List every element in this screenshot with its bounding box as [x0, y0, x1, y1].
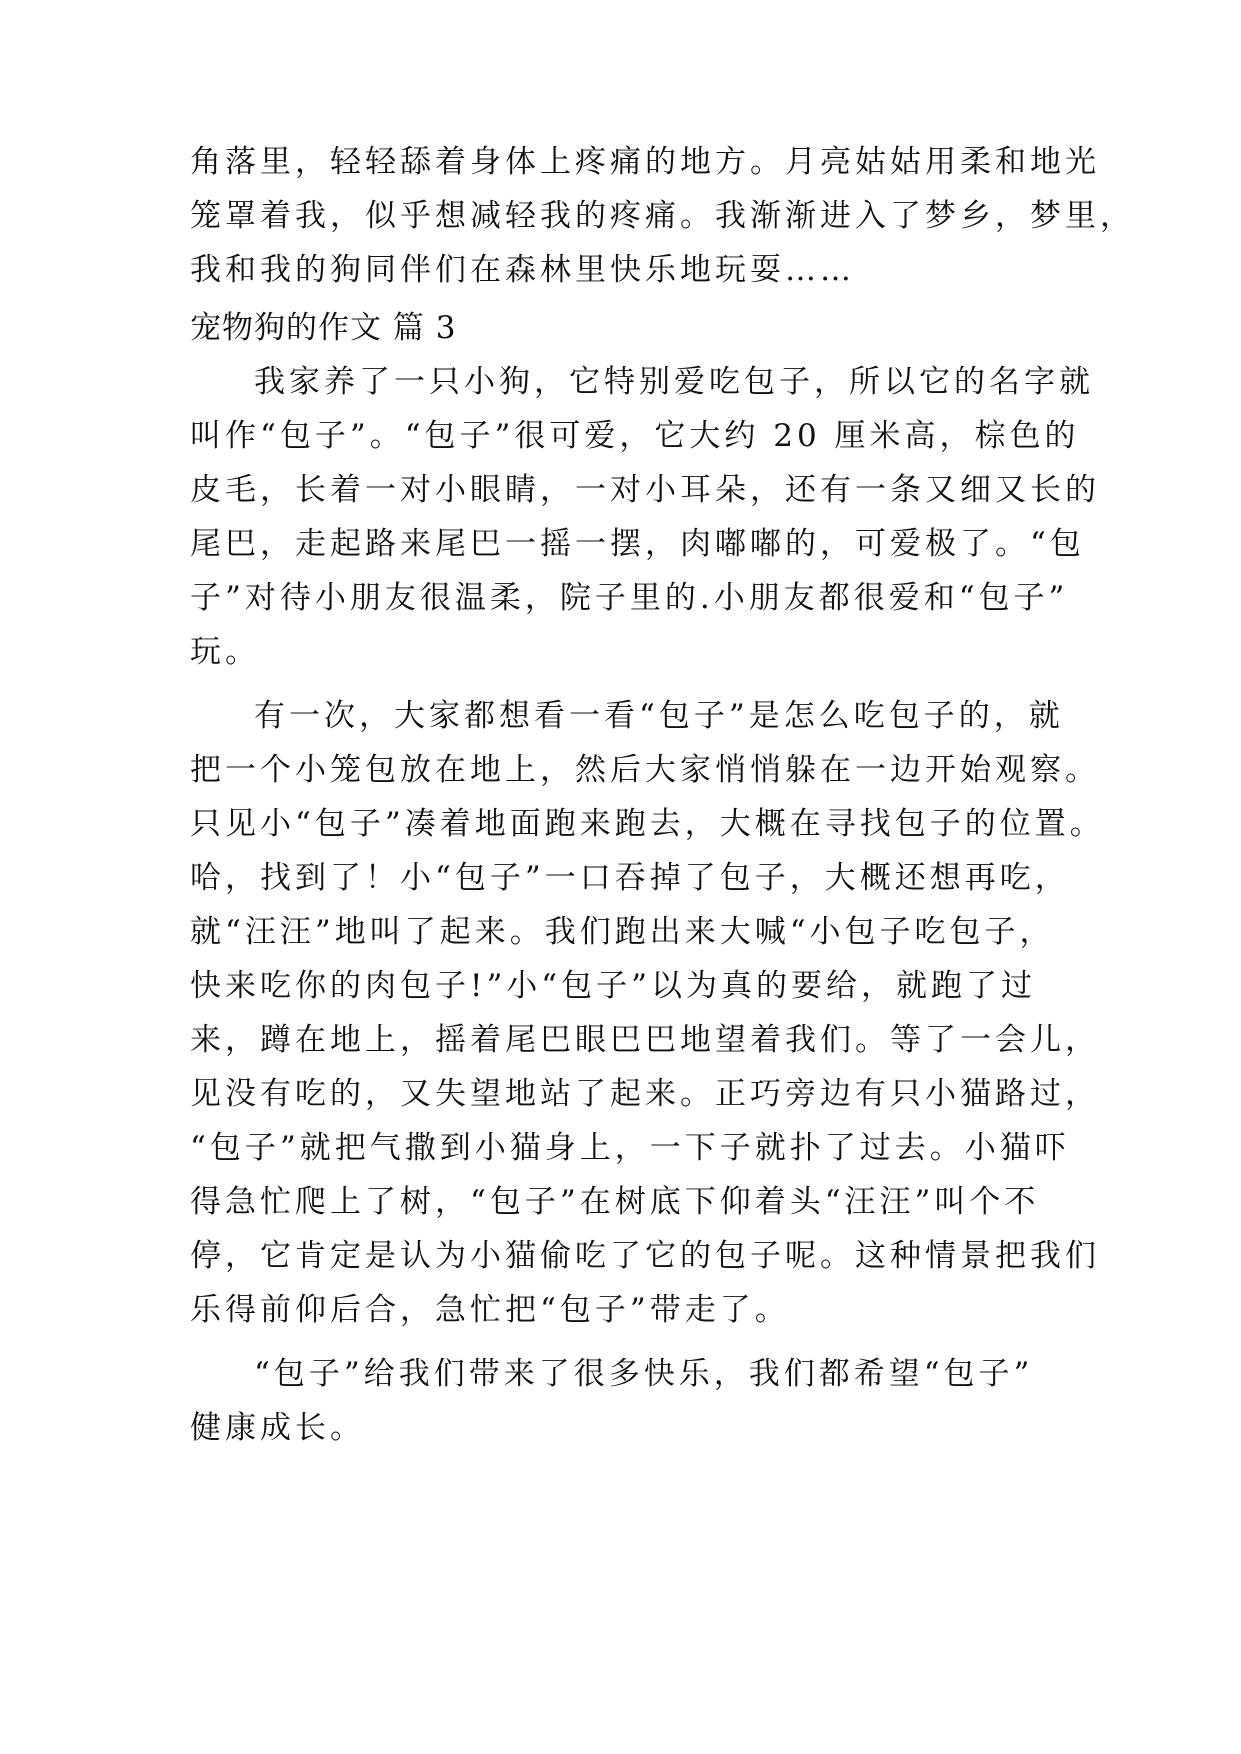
text-line: 笼罩着我，似乎想减轻我的疼痛。我渐渐进入了梦乡，梦里， [190, 198, 1135, 234]
text-line: 只见小“包子”凑着地面跑来跑去，大概在寻找包子的位置。 [190, 806, 1105, 842]
text-line: 子”对待小朋友很温柔，院子里的.小朋友都很爱和“包子” [190, 580, 1069, 616]
text-line: 把一个小笼包放在地上，然后大家悄悄躲在一边开始观察。 [190, 752, 1100, 788]
paragraph-2 [190, 689, 1105, 1337]
text-line: 健康成长。 [190, 1410, 365, 1446]
document-body [190, 135, 1135, 1465]
text-line: 皮毛，长着一对小眼睛，一对小耳朵，还有一条又细又长的 [190, 472, 1100, 508]
text-line: 我家养了一只小狗，它特别爱吃包子，所以它的名字就 [254, 364, 1094, 400]
text-line: 有一次，大家都想看一看“包子”是怎么吃包子的，就 [254, 698, 1064, 734]
text-line: 就“汪汪”地叫了起来。我们跑出来大喊“小包子吃包子， [190, 914, 1055, 950]
section-title: 宠物狗的作文 篇 3 [190, 310, 457, 346]
text-line: 停，它肯定是认为小猫偷吃了它的包子呢。这种情景把我们 [190, 1238, 1100, 1274]
text-line: “包子”给我们带来了很多快乐，我们都希望“包子” [254, 1356, 1034, 1392]
text-line: “包子”就把气撒到小猫身上，一下子就扑了过去。小猫吓 [190, 1130, 1070, 1166]
paragraph-1 [190, 355, 1100, 679]
text-line: 叫作“包子”。“包子”很可爱，它大约 20 厘米高，棕色的 [190, 418, 1080, 454]
text-line: 得急忙爬上了树，“包子”在树底下仰着头“汪汪”叫个不 [190, 1184, 1040, 1220]
text-line: 见没有吃的，又失望地站了起来。正巧旁边有只小猫路过， [190, 1076, 1100, 1112]
paragraph-3 [190, 1347, 1060, 1455]
text-line: 来，蹲在地上，摇着尾巴眼巴巴地望着我们。等了一会儿， [190, 1022, 1100, 1058]
continued-paragraph [190, 135, 1135, 297]
text-line: 哈，找到了！小“包子”一口吞掉了包子，大概还想再吃， [190, 860, 1070, 896]
text-line: 玩。 [190, 634, 260, 670]
text-line: 尾巴，走起路来尾巴一摇一摆，肉嘟嘟的，可爱极了。“包 [190, 526, 1085, 562]
text-line: 快来吃你的肉包子!”小“包子”以为真的要给，就跑了过 [190, 968, 1036, 1004]
text-line: 乐得前仰后合，急忙把“包子”带走了。 [190, 1292, 790, 1328]
text-line: 角落里，轻轻舔着身体上疼痛的地方。月亮姑姑用柔和地光 [190, 144, 1100, 180]
text-line: 我和我的狗同伴们在森林里快乐地玩耍…… [190, 252, 855, 288]
